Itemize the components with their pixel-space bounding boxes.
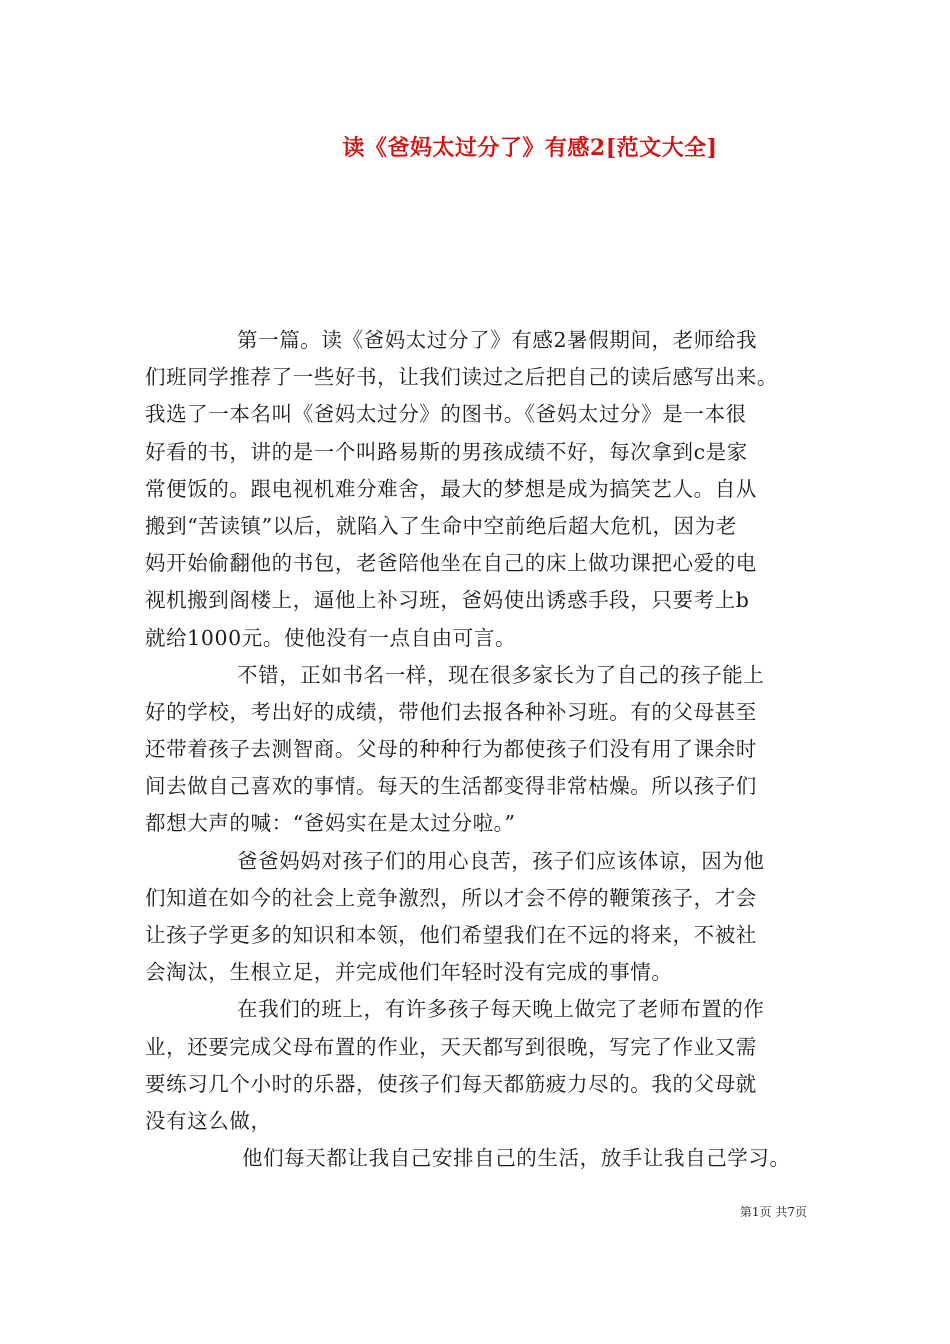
paragraph-line: 不错，正如书名一样，现在很多家长为了自己的孩子能上 — [237, 662, 765, 687]
paragraph-line: 就给1000元。使他没有一点自由可言。 — [145, 625, 517, 650]
paragraph-line: 业，还要完成父母布置的作业，天天都写到很晚，写完了作业又需 — [145, 1034, 757, 1059]
paragraph-line: 好看的书，讲的是一个叫路易斯的男孩成绩不好，每次拿到c是家 — [145, 439, 748, 464]
paragraph-line: 在我们的班上，有许多孩子每天晚上做完了老师布置的作 — [237, 997, 765, 1022]
paragraph-line: 要练习几个小时的乐器，使孩子们每天都筋疲力尽的。我的父母就 — [145, 1071, 757, 1096]
document-body — [145, 322, 813, 1177]
paragraph-line: 们班同学推荐了一些好书，让我们读过之后把自己的读后感写出来。 — [145, 365, 778, 390]
paragraph-line: 我选了一本名叫《爸妈太过分》的图书。《爸妈太过分》是一本很 — [145, 402, 747, 427]
paragraph-line: 常便饭的。跟电视机难分难舍，最大的梦想是成为搞笑艺人。自从 — [145, 476, 757, 501]
paragraph-line: 第一篇。读《爸妈太过分了》有感2暑假期间，老师给我 — [237, 328, 758, 352]
paragraph-line: 还带着孩子去测智商。父母的种种行为都使孩子们没有用了课余时 — [145, 737, 757, 762]
page-number: 第1页 共7页 — [739, 1205, 807, 1219]
paragraph-line: 搬到“苦读镇”以后，就陷入了生命中空前绝后超大危机，因为老 — [145, 513, 737, 538]
paragraph-line: 妈开始偷翻他的书包，老爸陪他坐在自己的床上做功课把心爱的电 — [145, 551, 757, 576]
paragraph-line: 爸爸妈妈对孩子们的用心良苦，孩子们应该体谅，因为他 — [237, 848, 765, 873]
paragraph-line: 们知道在如今的社会上竞争激烈，所以才会不停的鞭策孩子，才会 — [145, 885, 757, 910]
paragraph-line: 让孩子学更多的知识和本领，他们希望我们在不远的将来，不被社 — [145, 923, 757, 947]
paragraph-line: 他们每天都让我自己安排自己的生活，放手让我自己学习。 — [242, 1146, 791, 1171]
paragraph-line: 间去做自己喜欢的事情。每天的生活都变得非常枯燥。所以孩子们 — [145, 774, 757, 799]
paragraph-line: 会淘汰，生根立足，并完成他们年轻时没有完成的事情。 — [145, 960, 673, 985]
document-title: 读《爸妈太过分了》有感2[范文大全] — [342, 135, 718, 161]
paragraph-line: 没有这么做， — [145, 1108, 272, 1133]
paragraph-line: 好的学校，考出好的成绩，带他们去报各种补习班。有的父母甚至 — [145, 699, 757, 724]
paragraph-line: 视机搬到阁楼上，逼他上补习班，爸妈使出诱惑手段，只要考上b — [145, 588, 750, 613]
paragraph-line: 都想大声的喊：“爸妈实在是太过分啦。” — [145, 811, 516, 836]
